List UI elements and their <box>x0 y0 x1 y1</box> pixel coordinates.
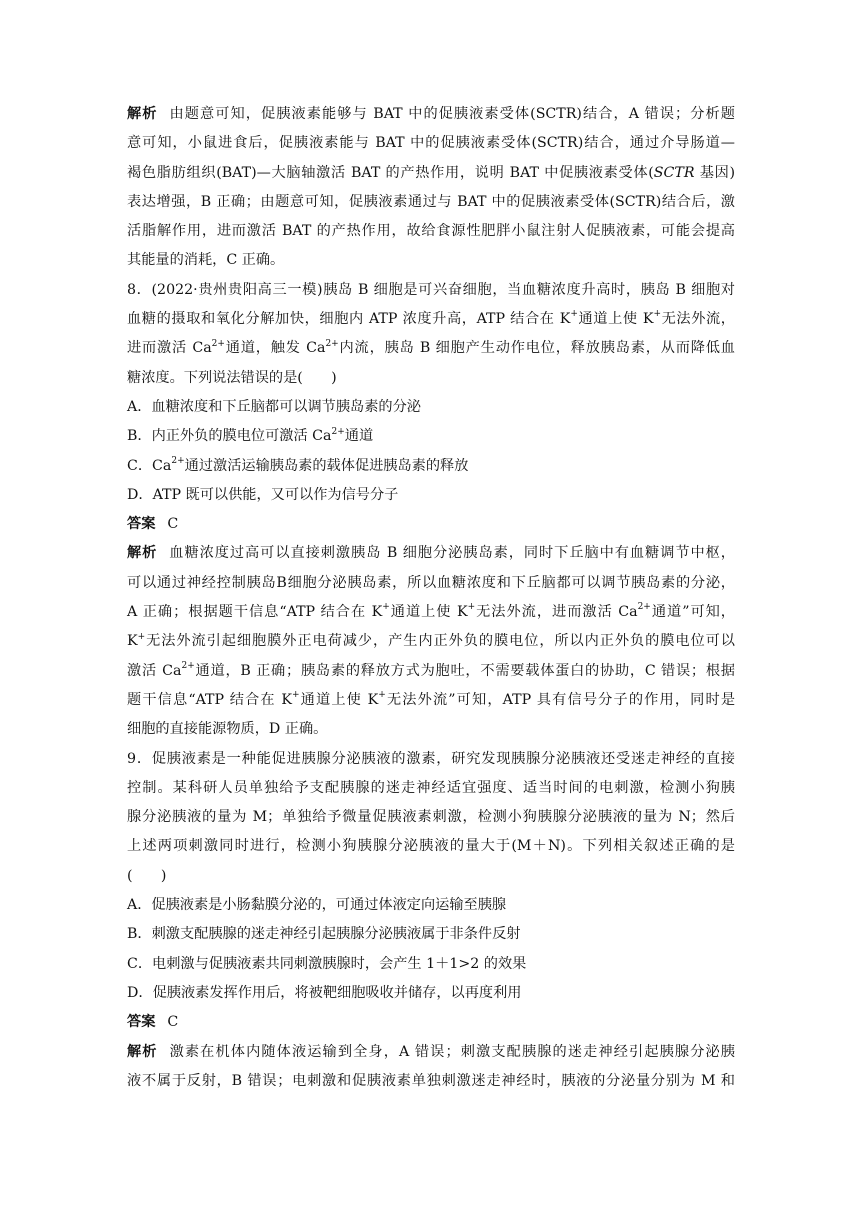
analysis-line: 解析 激素在机体内随体液运输到全身，A 错误；刺激支配胰腺的迷走神经引起胰腺分泌胰 <box>127 1043 735 1060</box>
question-8-line: 糖浓度。下列说法错误的是( ) <box>127 369 337 386</box>
analysis-line: 表达增强，B 正确；由题意可知，促胰液素通过与 BAT 中的促胰液素受体(SCTR)结合后，激 <box>127 193 735 210</box>
document-page <box>127 100 735 1096</box>
analysis-label: 解析 <box>127 1043 158 1060</box>
option-d: D．促胰液素发挥作用后，将被靶细胞吸收并储存，以再度利用 <box>127 984 522 1001</box>
analysis-line: 其能量的消耗，C 正确。 <box>127 252 285 269</box>
question-9-line: 控制。某科研人员单独给予支配胰腺的迷走神经适宜强度、适当时间的电刺激，检测小狗胰 <box>127 779 735 796</box>
analysis-line: 活脂解作用，进而激活 BAT 的产热作用，故给食源性肥胖小鼠注射人促胰液素，可能会提高 <box>127 223 735 240</box>
question-9-line: ( ) <box>127 867 167 884</box>
answer-label: 答案 <box>127 516 156 533</box>
answer-value: C <box>167 516 179 533</box>
analysis-line: 液不属于反射，B 错误；电刺激和促胰液素单独刺激迷走神经时，胰液的分泌量分别为 M 和 <box>127 1072 735 1089</box>
analysis-label: 解析 <box>127 545 158 562</box>
analysis-line: K+无法外流引起细胞膜外正电荷减少，产生内正外负的膜电位，所以内正外负的膜电位可以 <box>127 631 735 650</box>
question-8-line: 血糖的摄取和氧化分解加快，细胞内 ATP 浓度升高，ATP 结合在 K+通道上使 K+无法外流， <box>127 309 735 328</box>
option-a: A．血糖浓度和下丘脑都可以调节胰岛素的分泌 <box>127 398 421 415</box>
analysis-line: 解析 由题意可知，促胰液素能够与 BAT 中的促胰液素受体(SCTR)结合，A 错误；分析题 <box>127 106 735 122</box>
analysis-line: 题干信息“ATP 结合在 K+通道上使 K+无法外流”可知，ATP 具有信号分子的作用，同时是 <box>127 690 736 708</box>
analysis-line: 细胞的直接能源物质，D 正确。 <box>127 721 328 738</box>
analysis-line: 可以通过神经控制胰岛B细胞分泌胰岛素，所以血糖浓度和下丘脑都可以调节胰岛素的分泌， <box>127 574 735 591</box>
question-9-line: 腺分泌胰液的量为 M；单独给予微量促胰液素刺激，检测小狗胰腺分泌胰液的量为 N；然后 <box>127 809 735 826</box>
analysis-label: 解析 <box>127 106 158 122</box>
option-d: D．ATP 既可以供能，又可以作为信号分子 <box>127 486 399 503</box>
option-b: B．刺激支配胰腺的迷走神经引起胰腺分泌胰液属于非条件反射 <box>127 926 521 943</box>
question-8-line: 8．(2022·贵州贵阳高三一模)胰岛 B 细胞是可兴奋细胞，当血糖浓度升高时，胰岛 B 细胞对 <box>127 281 735 298</box>
question-9-line: 上述两项刺激同时进行，检测小狗胰腺分泌胰液的量大于(M＋N)。下列相关叙述正确的是 <box>127 838 735 855</box>
analysis-line: A 正确；根据题干信息“ATP 结合在 K+通道上使 K+无法外流，进而激活 $Ca^{2+}$通道”可知， <box>127 602 735 621</box>
analysis-line: 褐色脂肪组织(BAT)—大脑轴激活 BAT 的产热作用，说明 BAT 中促胰液素受体(SCTR 基因) <box>127 164 735 181</box>
analysis-line: 解析 血糖浓度过高可以直接刺激胰岛 B 细胞分泌胰岛素，同时下丘脑中有血糖调节中枢， <box>127 545 735 562</box>
option-a: A．促胰液素是小肠黏膜分泌的，可通过体液定向运输至胰腺 <box>127 897 507 914</box>
question-9-line: 9．促胰液素是一种能促进胰腺分泌胰液的激素，研究发现胰腺分泌胰液还受迷走神经的直接 <box>127 750 735 767</box>
analysis-line: 意可知，小鼠进食后，促胰液素能与 BAT 中的促胰液素受体(SCTR)结合，通过介导肠道— <box>127 135 735 152</box>
answer-line <box>127 510 735 539</box>
question-8-line: 进而激活 $Ca^{2+}$通道，触发 $Ca^{2+}$内流，胰岛 B 细胞产生动作电位，释放胰岛素，从而降低血 <box>127 338 735 357</box>
answer-value: C <box>167 1014 179 1031</box>
option-c: C．$Ca^{2+}$通过激活运输胰岛素的载体促进胰岛素的释放 <box>127 455 469 474</box>
option-c: C．电刺激与促胰液素共同刺激胰腺时，会产生 1＋1>2 的效果 <box>127 955 527 972</box>
option-b: B．内正外负的膜电位可激活 $Ca^{2+}$通道 <box>127 426 374 445</box>
answer-line <box>127 1008 735 1037</box>
analysis-line: 激活 $Ca^{2+}$通道，B 正确；胰岛素的释放方式为胞吐，不需要载体蛋白的协助，C 错误；根据 <box>127 660 735 679</box>
answer-label: 答案 <box>127 1014 156 1031</box>
